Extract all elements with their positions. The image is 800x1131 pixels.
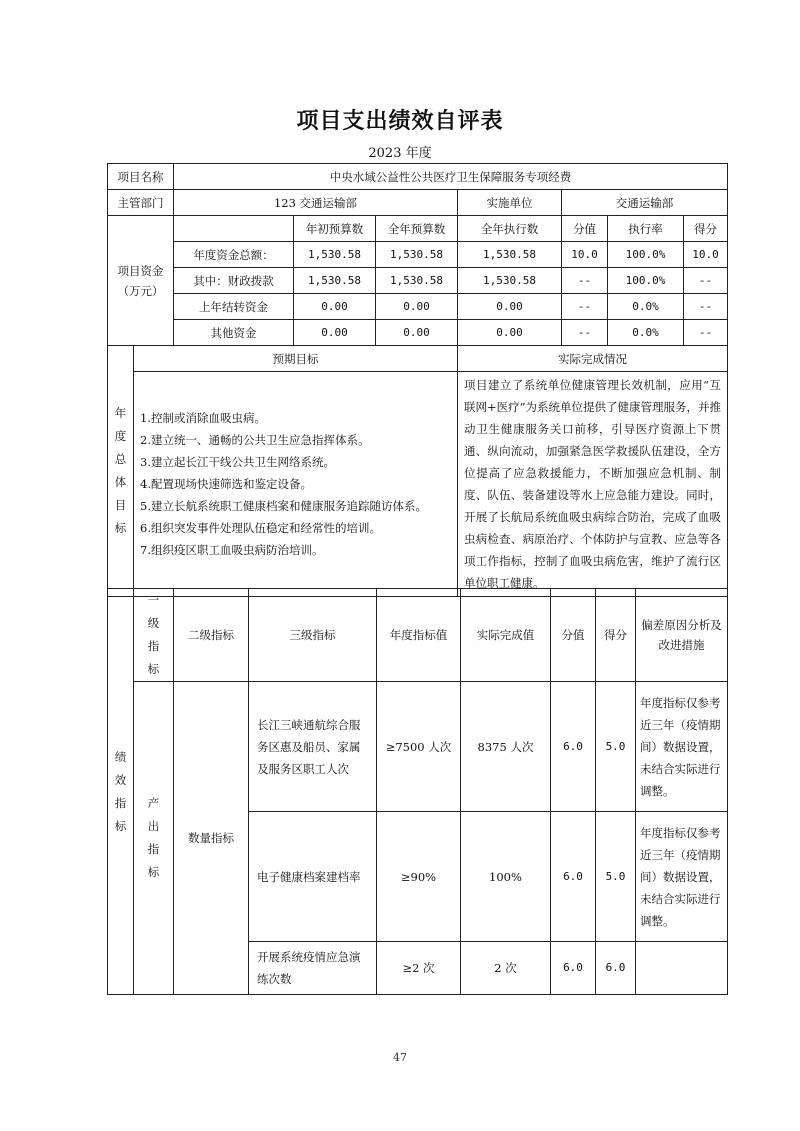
department-row [108,190,728,216]
impl-value: 交通运输部 [562,190,728,216]
score: 5.0 [596,812,636,942]
funds-row-name: 其他资金 [174,320,294,346]
annual-goals-label: 年 度 总 体 目 标 [108,346,134,597]
level3-name: 长江三峡通航综合服务区惠及船员、家属及服务区职工人次 [249,682,377,812]
level2-header: 二级指标 [174,589,249,682]
funds-row [108,268,728,294]
funds-annual: 1,530.58 [376,268,458,294]
actual-completion-header: 实际完成情况 [458,346,728,372]
level1-header: 一 级 指 标 [134,589,174,682]
project-name-label: 项目名称 [108,164,174,190]
level3-name: 电子健康档案建档率 [249,812,377,942]
funds-header-cell: 年初预算数 [294,216,376,242]
funds-score-val: -- [562,294,608,320]
dept-label: 主管部门 [108,190,174,216]
funds-row-name: 其中：财政拨款 [174,268,294,294]
funds-rate: 100.0% [608,242,684,268]
funds-row-name: 年度资金总额： [174,242,294,268]
funds-label-line2: （万元） [117,283,164,298]
funds-label [108,216,174,346]
goal-item: 5.建立长航系统职工健康档案和健康服务追踪随访体系。 [140,499,427,513]
funds-header-row [108,216,728,242]
dept-value: 123 交通运输部 [174,190,458,216]
quantity-indicator-label: 数量指标 [174,682,249,995]
actual-completion-text: 项目建立了系统单位健康管理长效机制，应用“互联网+医疗”为系统单位提供了健康管理服务，并推动卫生健康服务关口前移，引导医疗资源上下贯通、纵向流动，加强紧急医学救援队伍建设，全方位提高了应急救援能力，不断加强应急机制、制度、队伍、装备建设等水上应急能力建设。同时，开展了长航局系统血吸虫病综合防治，完成了血吸虫病检查、病原治疗、个体防护与宣教、应急等各项工作指标，控制了血吸虫病危害，维护了流行区单位职工健康。 [458,372,728,597]
funds-header-cell: 分值 [562,216,608,242]
score: 6.0 [596,942,636,995]
funds-score: 10.0 [684,242,728,268]
funds-header-cell: 得分 [684,216,728,242]
level3-header: 三级指标 [249,589,377,682]
funds-row [108,320,728,346]
score-value: 6.0 [551,682,596,812]
goal-item: 4.配置现场快速筛选和鉴定设备。 [140,477,312,491]
target-value: ≥2 次 [377,942,461,995]
goal-item: 1.控制或消除血吸虫病。 [140,411,266,425]
output-indicator-label: 产 出 指 标 [134,682,174,995]
deviation-reason [636,942,728,995]
actual-value: 8375 人次 [461,682,551,812]
funds-annual: 0.00 [376,294,458,320]
funds-label-line1: 项目资金 [117,263,164,278]
report-year: 2023 年度 [368,146,432,161]
reason-header: 偏差原因分析及改进措施 [636,589,728,682]
page-title: 项目支出绩效自评表 [296,108,504,134]
goal-item: 7.组织疫区职工血吸虫病防治培训。 [140,543,324,557]
funds-header-cell: 全年执行数 [458,216,562,242]
score-value: 6.0 [551,942,596,995]
goals-header-row [108,346,728,372]
goal-item: 3.建立起长江干线公共卫生网络系统。 [140,455,335,469]
funds-rate: 100.0% [608,268,684,294]
deviation-reason: 年度指标仅参考近三年（疫情期间）数据设置，未结合实际进行调整。 [636,812,728,942]
self-evaluation-table-top [107,163,728,597]
goal-item: 6.组织突发事件处理队伍稳定和经常性的培训。 [140,521,381,535]
funds-exec: 1,530.58 [458,268,562,294]
performance-label: 绩 效 指 标 [108,589,134,995]
actual-value: 2 次 [461,942,551,995]
actual-header: 实际完成值 [461,589,551,682]
funds-header-blank [174,216,294,242]
funds-row-name: 上年结转资金 [174,294,294,320]
funds-score-val: -- [562,320,608,346]
target-header: 年度指标值 [377,589,461,682]
funds-header-cell: 执行率 [608,216,684,242]
funds-exec: 0.00 [458,294,562,320]
funds-score-val: -- [562,268,608,294]
goals-content-row [108,372,728,597]
expected-goals-header: 预期目标 [134,346,458,372]
funds-score: -- [684,294,728,320]
score-value: 6.0 [551,812,596,942]
funds-score: -- [684,268,728,294]
page-number: 47 [393,1051,407,1064]
target-value: ≥7500 人次 [377,682,461,812]
target-value: ≥90% [377,812,461,942]
funds-row [108,242,728,268]
goal-item: 2.建立统一、通畅的公共卫生应急指挥体系。 [140,433,370,447]
funds-rate: 0.0% [608,320,684,346]
performance-indicators-table [107,588,728,995]
funds-row [108,294,728,320]
score-header: 得分 [596,589,636,682]
expected-goals-list [134,372,458,597]
score-val-header: 分值 [551,589,596,682]
indicator-row [108,682,728,812]
funds-annual: 0.00 [376,320,458,346]
score: 5.0 [596,682,636,812]
actual-value: 100% [461,812,551,942]
level3-name: 开展系统疫情应急演练次数 [249,942,377,995]
funds-init: 0.00 [294,294,376,320]
funds-exec: 1,530.58 [458,242,562,268]
funds-exec: 0.00 [458,320,562,346]
funds-score-val: 10.0 [562,242,608,268]
funds-init: 1,530.58 [294,268,376,294]
funds-init: 1,530.58 [294,242,376,268]
project-name-row [108,164,728,190]
project-name-value: 中央水域公益性公共医疗卫生保障服务专项经费 [174,164,728,190]
funds-annual: 1,530.58 [376,242,458,268]
funds-score: -- [684,320,728,346]
impl-label: 实施单位 [458,190,562,216]
funds-rate: 0.0% [608,294,684,320]
deviation-reason: 年度指标仅参考近三年（疫情期间）数据设置，未结合实际进行调整。 [636,682,728,812]
indicator-header-row [108,589,728,682]
funds-init: 0.00 [294,320,376,346]
funds-header-cell: 全年预算数 [376,216,458,242]
